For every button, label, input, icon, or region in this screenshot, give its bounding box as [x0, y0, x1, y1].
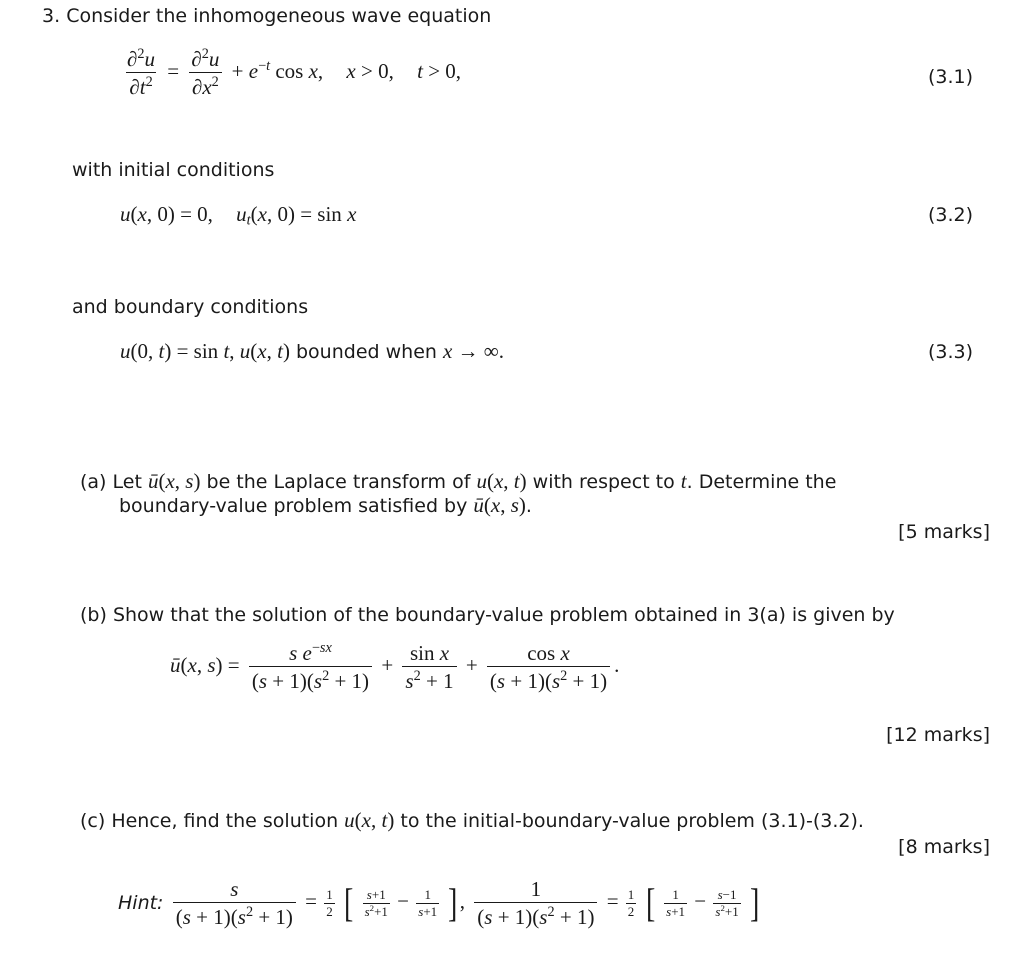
initial-conditions-label: with initial conditions	[72, 159, 275, 181]
part-b-marks: [12 marks]	[886, 724, 990, 746]
part-a-line1: (a) Let ū(x, s) be the Laplace transform of u(x, t) with respect to t. Determine the	[80, 469, 837, 493]
equation-number-3-1: (3.1)	[928, 66, 974, 88]
equation-number-3-3: (3.3)	[928, 341, 974, 363]
equation-number-3-2: (3.2)	[928, 204, 974, 226]
boundary-conditions-label: and boundary conditions	[72, 296, 309, 318]
question-header	[42, 5, 491, 27]
part-a-label: (a)	[80, 471, 107, 493]
part-b-label: (b)	[80, 604, 107, 626]
wave-equation: $\frac{\partial^2u}{\partial t^2}$ = $\frac{\partial^2u}{\partial x^2}$ + $e^{-t}$ cos x, x > 0, t > 0,	[127, 46, 462, 100]
hint-equation: Hint: $\frac{s}{(s + 1)(s^2 + 1)}$ = $\frac{1}{2}$ [ $\frac{s+1}{s^2+1}$ − $\frac{1}{s+1}$ ], $\frac{1}{(s + 1)(s^2 + 1)}$ = $\frac{1}{2}$ [ $\frac{1}{s+1}$ − $\frac{s-1}{s^2+1}$ ]	[118, 877, 760, 930]
part-b-solution-equation: ū(x, s) = $\frac{s e^{-sx}}{(s + 1)(s^2 + 1)}$ + $\frac{\text{sin x}}{s^2 + 1}$ + $\frac{\text{cos x}}{(s + 1)(s^2 + 1)}$ .	[170, 640, 620, 694]
part-a-line2: boundary-value problem satisfied by ū(x, s).	[119, 493, 532, 517]
part-a-marks: [5 marks]	[898, 521, 990, 543]
part-c-marks: [8 marks]	[898, 836, 990, 858]
boundary-conditions-equation: u(0, t) = sin t, u(x, t) bounded when x → ∞.	[120, 339, 505, 363]
part-c-label: (c)	[80, 810, 106, 832]
question-intro: Consider the inhomogeneous wave equation	[66, 5, 492, 27]
part-b-text: (b) Show that the solution of the boundary-value problem obtained in 3(a) is given by	[80, 604, 895, 626]
part-c-text: (c) Hence, find the solution u(x, t) to the initial-boundary-value problem (3.1)-(3.2).	[80, 808, 864, 832]
question-number: 3.	[42, 5, 61, 27]
initial-conditions-equation: u(x, 0) = 0, $u_t(x$, 0) = sin x	[120, 202, 357, 229]
hint-label: Hint:	[118, 892, 164, 915]
